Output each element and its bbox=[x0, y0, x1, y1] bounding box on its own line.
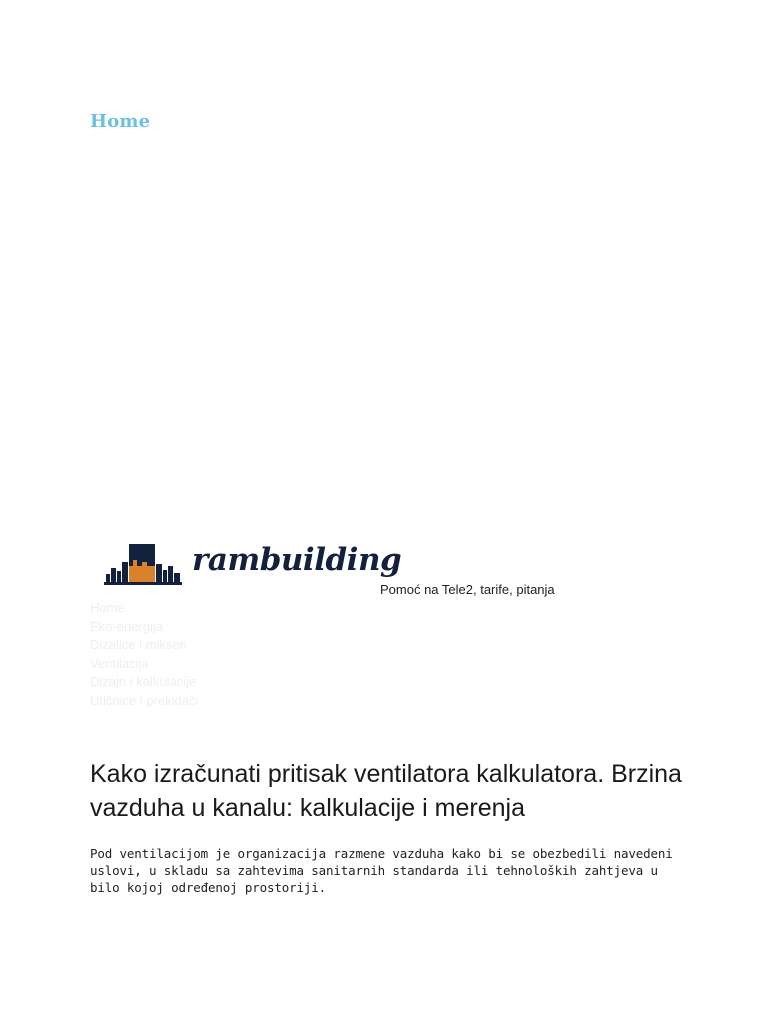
main-navigation bbox=[90, 599, 198, 711]
nav-item-uticnice-i-prekidaci[interactable]: Utičnice i prekidači bbox=[90, 692, 199, 708]
nav-item-home[interactable]: Home bbox=[90, 600, 125, 615]
logo-wordmark: rambuilding bbox=[192, 542, 402, 578]
home-link[interactable]: Home bbox=[90, 111, 151, 132]
nav-item-eko-energija[interactable]: Eko-energija bbox=[90, 618, 163, 634]
article-intro: Pod ventilacijom je organizacija razmene vazduha kako bi se obezbedili navedeni uslovi, u skladu sa zahtevima sanitarnih standarda ili tehnoloških zahtjeva u bilo kojoj određenoj prostoriji. bbox=[90, 846, 673, 895]
site-logo[interactable] bbox=[100, 538, 402, 596]
site-header bbox=[100, 538, 660, 600]
nav-item-dizajn-i-kalkulacije[interactable]: Dizajn i kalkulacije bbox=[90, 674, 197, 690]
site-tagline: Pomoć na Tele2, tarife, pitanja bbox=[380, 582, 555, 597]
article-title: Kako izračunati pritisak ventilatora kalkulatora. Brzina vazduha u kanalu: kalkulacije i merenja bbox=[90, 760, 682, 822]
nav-item-dizalice-i-mikseri[interactable]: Dizalice i mikseri bbox=[90, 637, 187, 653]
nav-item-ventilacija[interactable]: Ventilacija bbox=[90, 655, 149, 671]
